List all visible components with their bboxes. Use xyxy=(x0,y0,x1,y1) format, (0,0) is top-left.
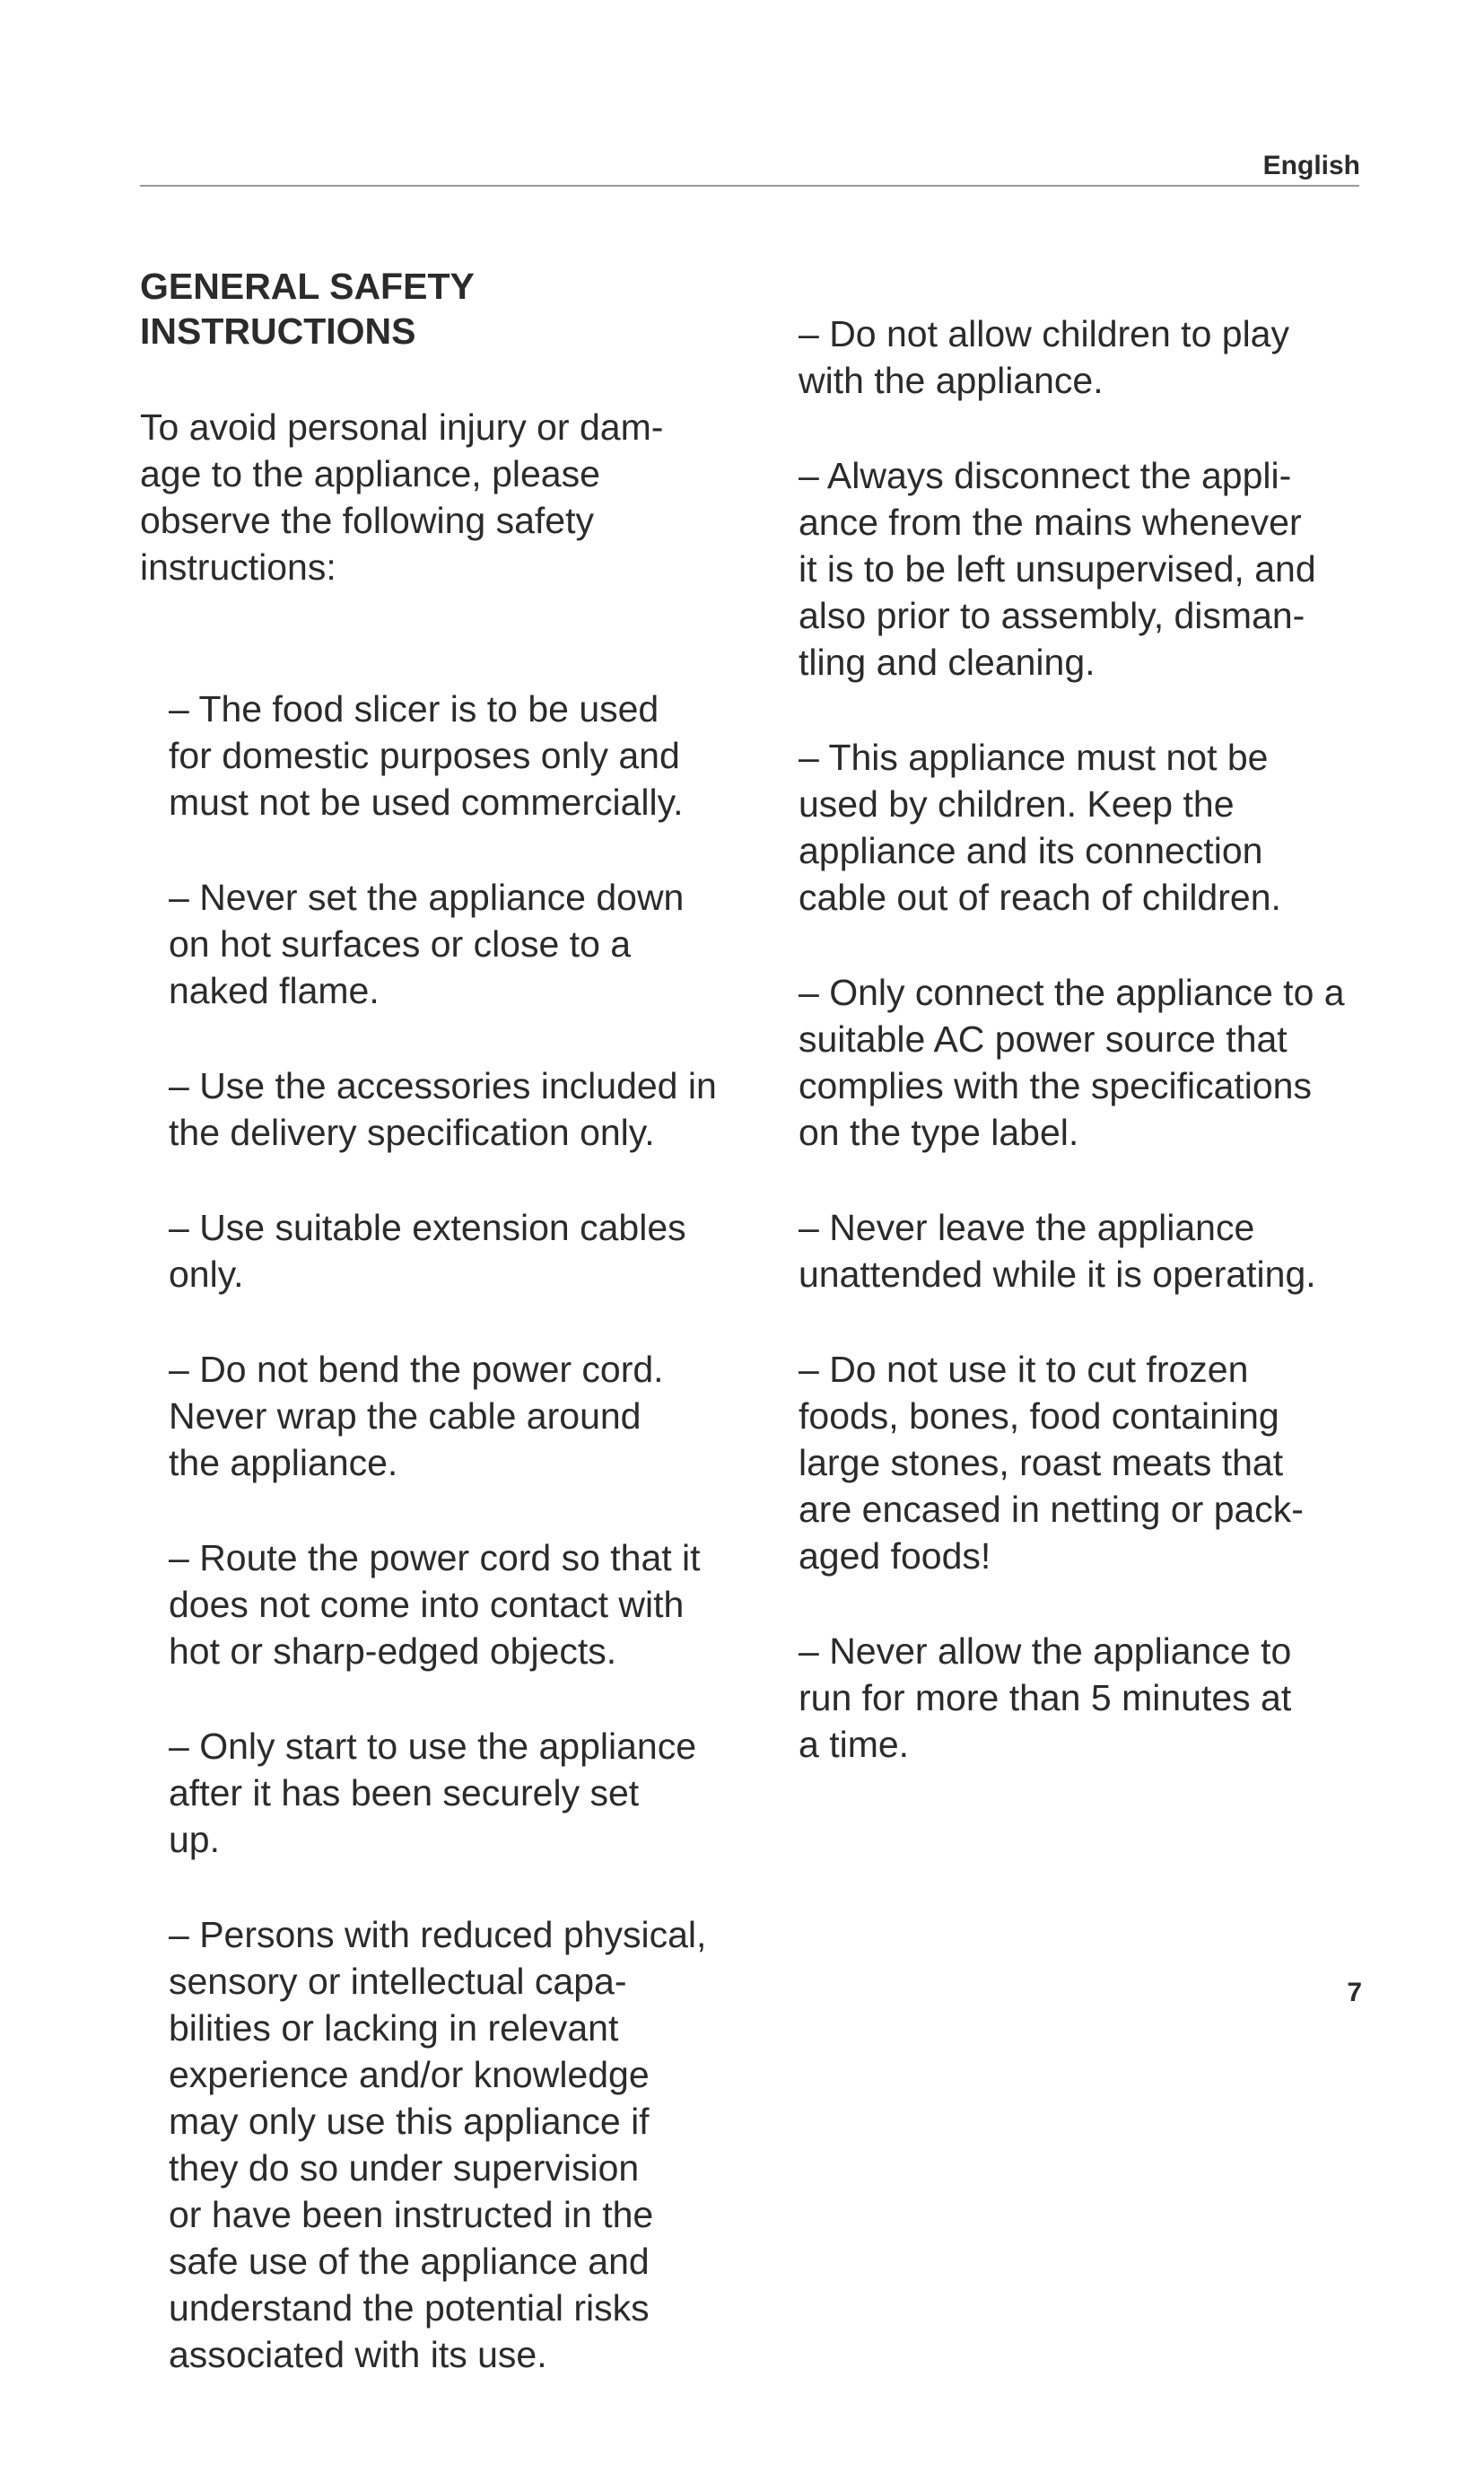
list-item: – Use the accessories included in the delivery specification only. xyxy=(169,1065,717,1153)
list-item: – Never set the appliance down on hot surfaces or close to a naked flame. xyxy=(169,877,685,1011)
list-item: – Route the power cord so that it does not come into contact with hot or sharp-edged objects. xyxy=(169,1537,701,1672)
list-item: – Only start to use the appliance after it has been securely set up. xyxy=(169,1726,697,1860)
list-item: – Do not use it to cut frozen foods, bones, food containing large stones, roast meats that are encased in netting or pack- aged foods! xyxy=(799,1349,1304,1577)
list-item: – This appliance must not be used by children. Keep the appliance and its connection cable out of reach of children. xyxy=(799,737,1281,918)
list-item: – Use suitable extension cables only. xyxy=(169,1207,686,1295)
language-label: English xyxy=(1262,151,1360,180)
section-title: GENERAL SAFETY INSTRUCTIONS xyxy=(140,266,475,352)
list-item: – Always disconnect the appli- ance from the mains whenever it is to be left unsupervised, and also prior to assembly, disman- tling and cleaning. xyxy=(799,455,1316,683)
left-column xyxy=(140,217,786,2473)
list-item: – Persons with reduced physical, sensory or intellectual capa- bilities or lacking in relevant experience and/or knowledge may only use this appliance if they do so under supervision or have been instructed in the safe use of the appliance and understand the potential risks associated with its use. xyxy=(169,1914,707,2375)
list-item: – Do not allow children to play with the appliance. xyxy=(799,313,1289,401)
intro-paragraph: To avoid personal injury or dam- age to the appliance, please observe the following safety instructions: xyxy=(140,406,664,588)
list-item: – Never leave the appliance unattended while it is operating. xyxy=(799,1207,1316,1295)
page-number: 7 xyxy=(1347,1978,1362,2007)
safety-list-right xyxy=(799,264,1427,1816)
list-item: – Do not bend the power cord. Never wrap the cable around the appliance. xyxy=(169,1349,664,1483)
list-item: – The food slicer is to be used for domestic purposes only and must not be used commercially. xyxy=(169,688,684,823)
list-item: – Never allow the appliance to run for more than 5 minutes at a time. xyxy=(799,1630,1292,1765)
header-divider xyxy=(140,185,1359,187)
list-item: – Only connect the appliance to a suitable AC power source that complies with the specifications on the type label. xyxy=(799,972,1345,1153)
safety-list-left xyxy=(140,639,786,2426)
right-column xyxy=(799,217,1427,1863)
